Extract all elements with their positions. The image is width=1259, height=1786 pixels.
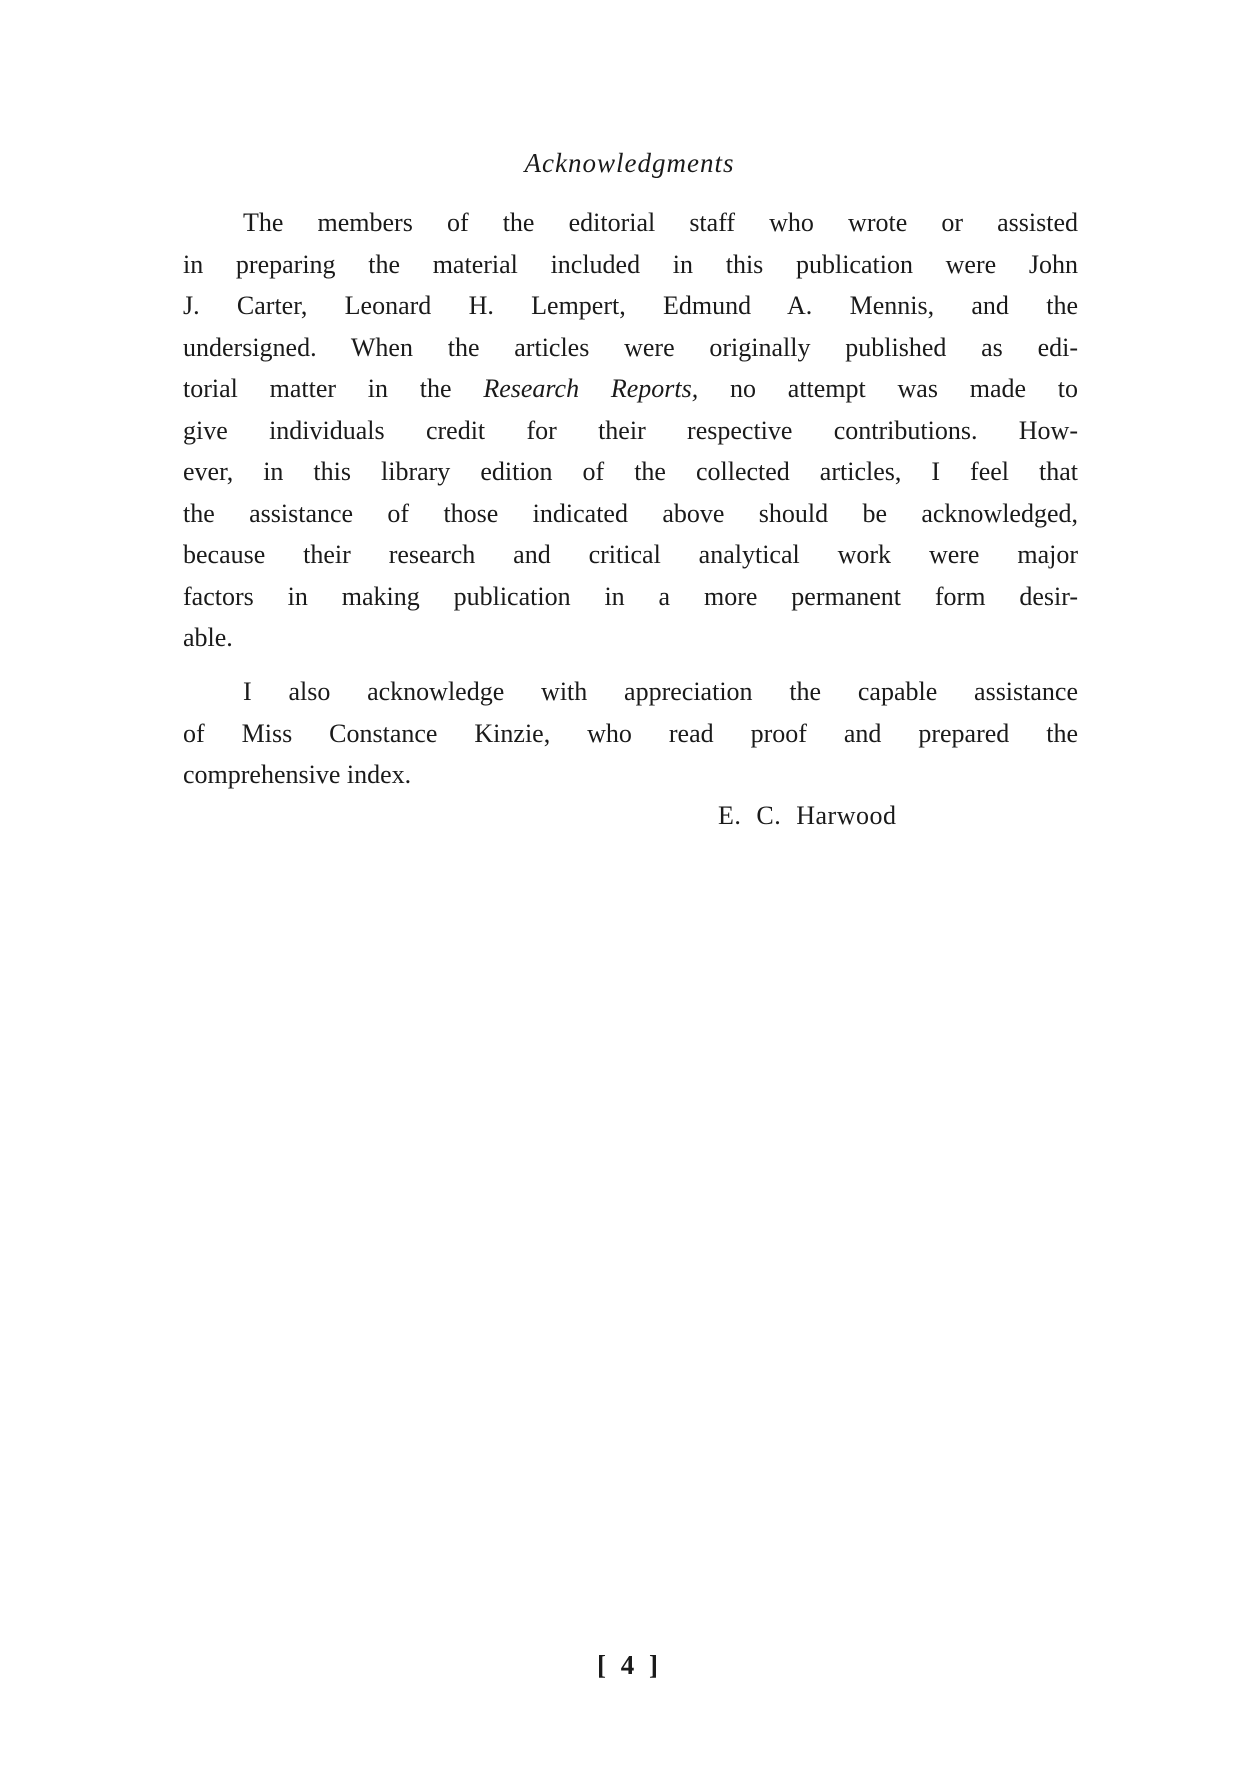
text-segment: no attempt was made to [730,374,1079,403]
author-signature: E. C. Harwood [718,801,897,830]
text-segment: torial matter in the [183,374,452,403]
text-line: able. [183,623,233,652]
paragraph-index-credits [183,671,1078,796]
text-line: because their research and critical analytical work were major [183,540,1078,569]
text-line: in preparing the material included in this publication were John [183,249,1078,279]
text-line: give individuals credit for their respective contributions. How- [183,415,1078,445]
text-line: The members of the editorial staff who wrote or assisted [243,208,1078,237]
paragraph-staff-credits [183,202,1078,659]
text-line: undersigned. When the articles were originally published as edi- [183,332,1078,362]
text-line: the assistance of those indicated above should be acknowledged, [183,498,1078,528]
text-line: of Miss Constance Kinzie, who read proof and prepared the [183,718,1078,748]
text-line: ever, in this library edition of the collected articles, I feel that [183,457,1078,486]
text-line: comprehensive index. [183,760,412,789]
text-line: I also acknowledge with appreciation the capable assistance [243,677,1078,706]
text-line-with-title [183,368,1078,410]
publication-title: Research Reports, [483,374,699,403]
text-line: J. Carter, Leonard H. Lempert, Edmund A. Mennis, and the [183,291,1078,320]
page-title: Acknowledgments [524,148,735,178]
page-number: [ 4 ] [597,1650,662,1680]
text-line: factors in making publication in a more permanent form desir- [183,581,1078,611]
